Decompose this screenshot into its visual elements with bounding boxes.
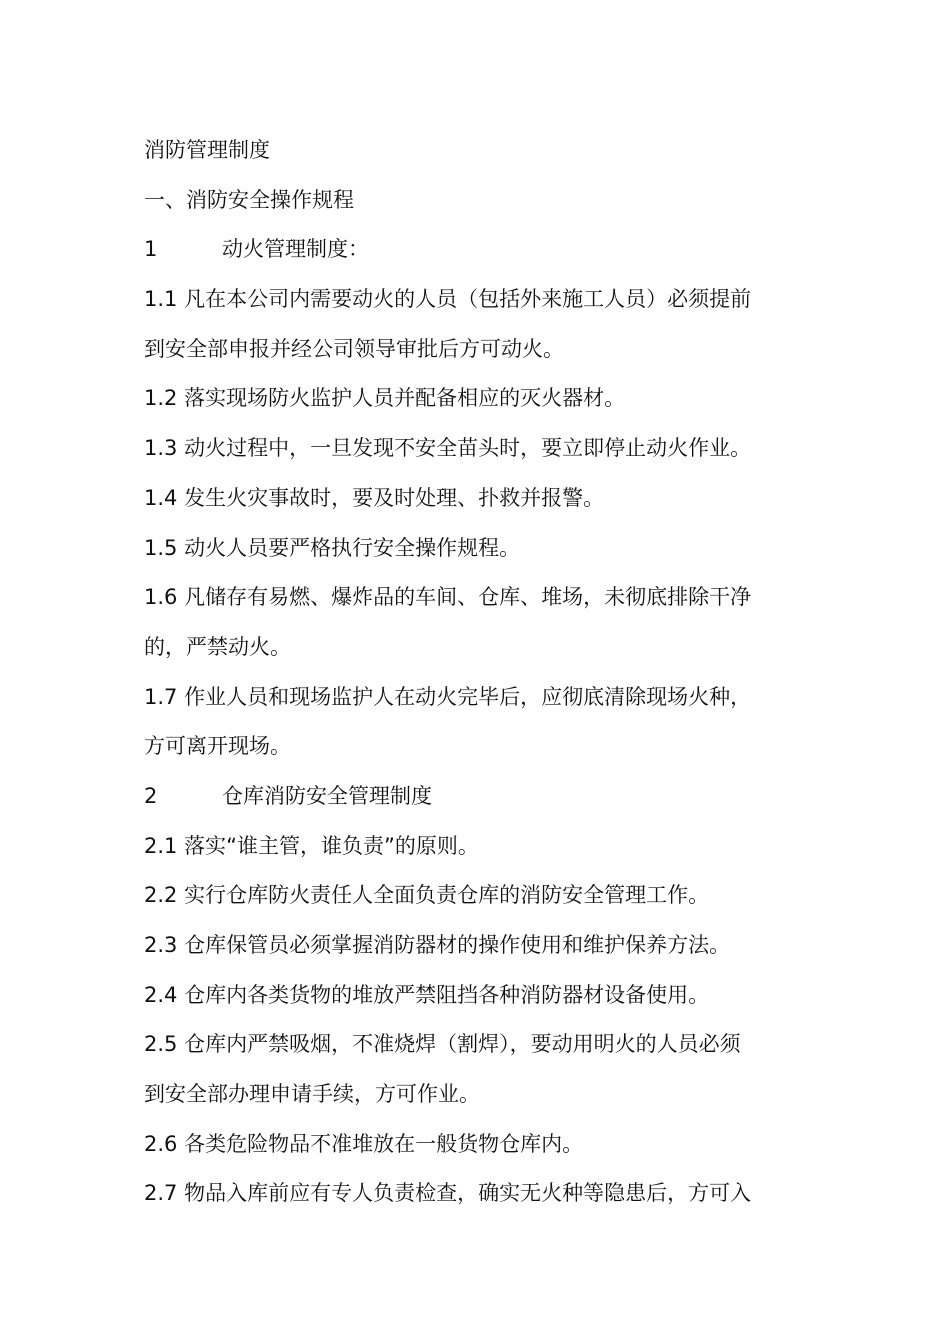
paragraph-line: 1.1 凡在本公司内需要动火的人员（包括外来施工人员）必须提前 (144, 287, 752, 312)
paragraph-line: 2.6 各类危险物品不准堆放在一般货物仓库内。 (144, 1131, 584, 1156)
document-title: 消防管理制度 (144, 138, 270, 162)
subsection-title: 仓库消防安全管理制度 (222, 783, 432, 808)
paragraph-line: 1.4 发生火灾事故时，要及时处理、扑救并报警。 (144, 485, 605, 510)
subsection-title: 动火管理制度： (222, 237, 369, 262)
paragraph-line: 2.7 物品入库前应有专人负责检查，确实无火种等隐患后，方可入 (144, 1181, 752, 1206)
paragraph-line: 1.6 凡储存有易燃、爆炸品的车间、仓库、堆场，未彻底排除干净 (144, 585, 752, 610)
document-body (144, 126, 814, 1219)
paragraph-line: 2.2 实行仓库防火责任人全面负责仓库的消防安全管理工作。 (144, 883, 710, 908)
paragraph-line: 1.3 动火过程中，一旦发现不安全苗头时，要立即停止动火作业。 (144, 436, 752, 461)
paragraph-line: 到安全部办理申请手续，方可作业。 (144, 1082, 480, 1107)
paragraph-line: 1.2 落实现场防火监护人员并配备相应的灭火器材。 (144, 386, 626, 411)
subsection-number: 1 (144, 237, 158, 262)
paragraph-line: 的，严禁动火。 (144, 634, 291, 659)
section-heading: 一、消防安全操作规程 (144, 187, 354, 212)
paragraph-line: 2.4 仓库内各类货物的堆放严禁阻挡各种消防器材设备使用。 (144, 982, 710, 1007)
paragraph-line: 2.5 仓库内严禁吸烟，不准烧焊（割焊），要动用明火的人员必须 (144, 1032, 741, 1057)
paragraph-line: 2.3 仓库保管员必须掌握消防器材的操作使用和维护保养方法。 (144, 933, 731, 957)
subsection-heading-2 (144, 772, 814, 822)
paragraph-line: 1.7 作业人员和现场监护人在动火完毕后，应彻底清除现场火种， (144, 684, 752, 709)
subsection-heading-1 (144, 225, 814, 275)
paragraph-line: 方可离开现场。 (144, 734, 291, 759)
paragraph-line: 到安全部申报并经公司领导审批后方可动火。 (144, 336, 564, 361)
paragraph-line: 2.1 落实“谁主管，谁负责”的原则。 (144, 833, 479, 858)
paragraph-line: 1.5 动火人员要严格执行安全操作规程。 (144, 535, 521, 560)
subsection-number: 2 (144, 783, 158, 808)
